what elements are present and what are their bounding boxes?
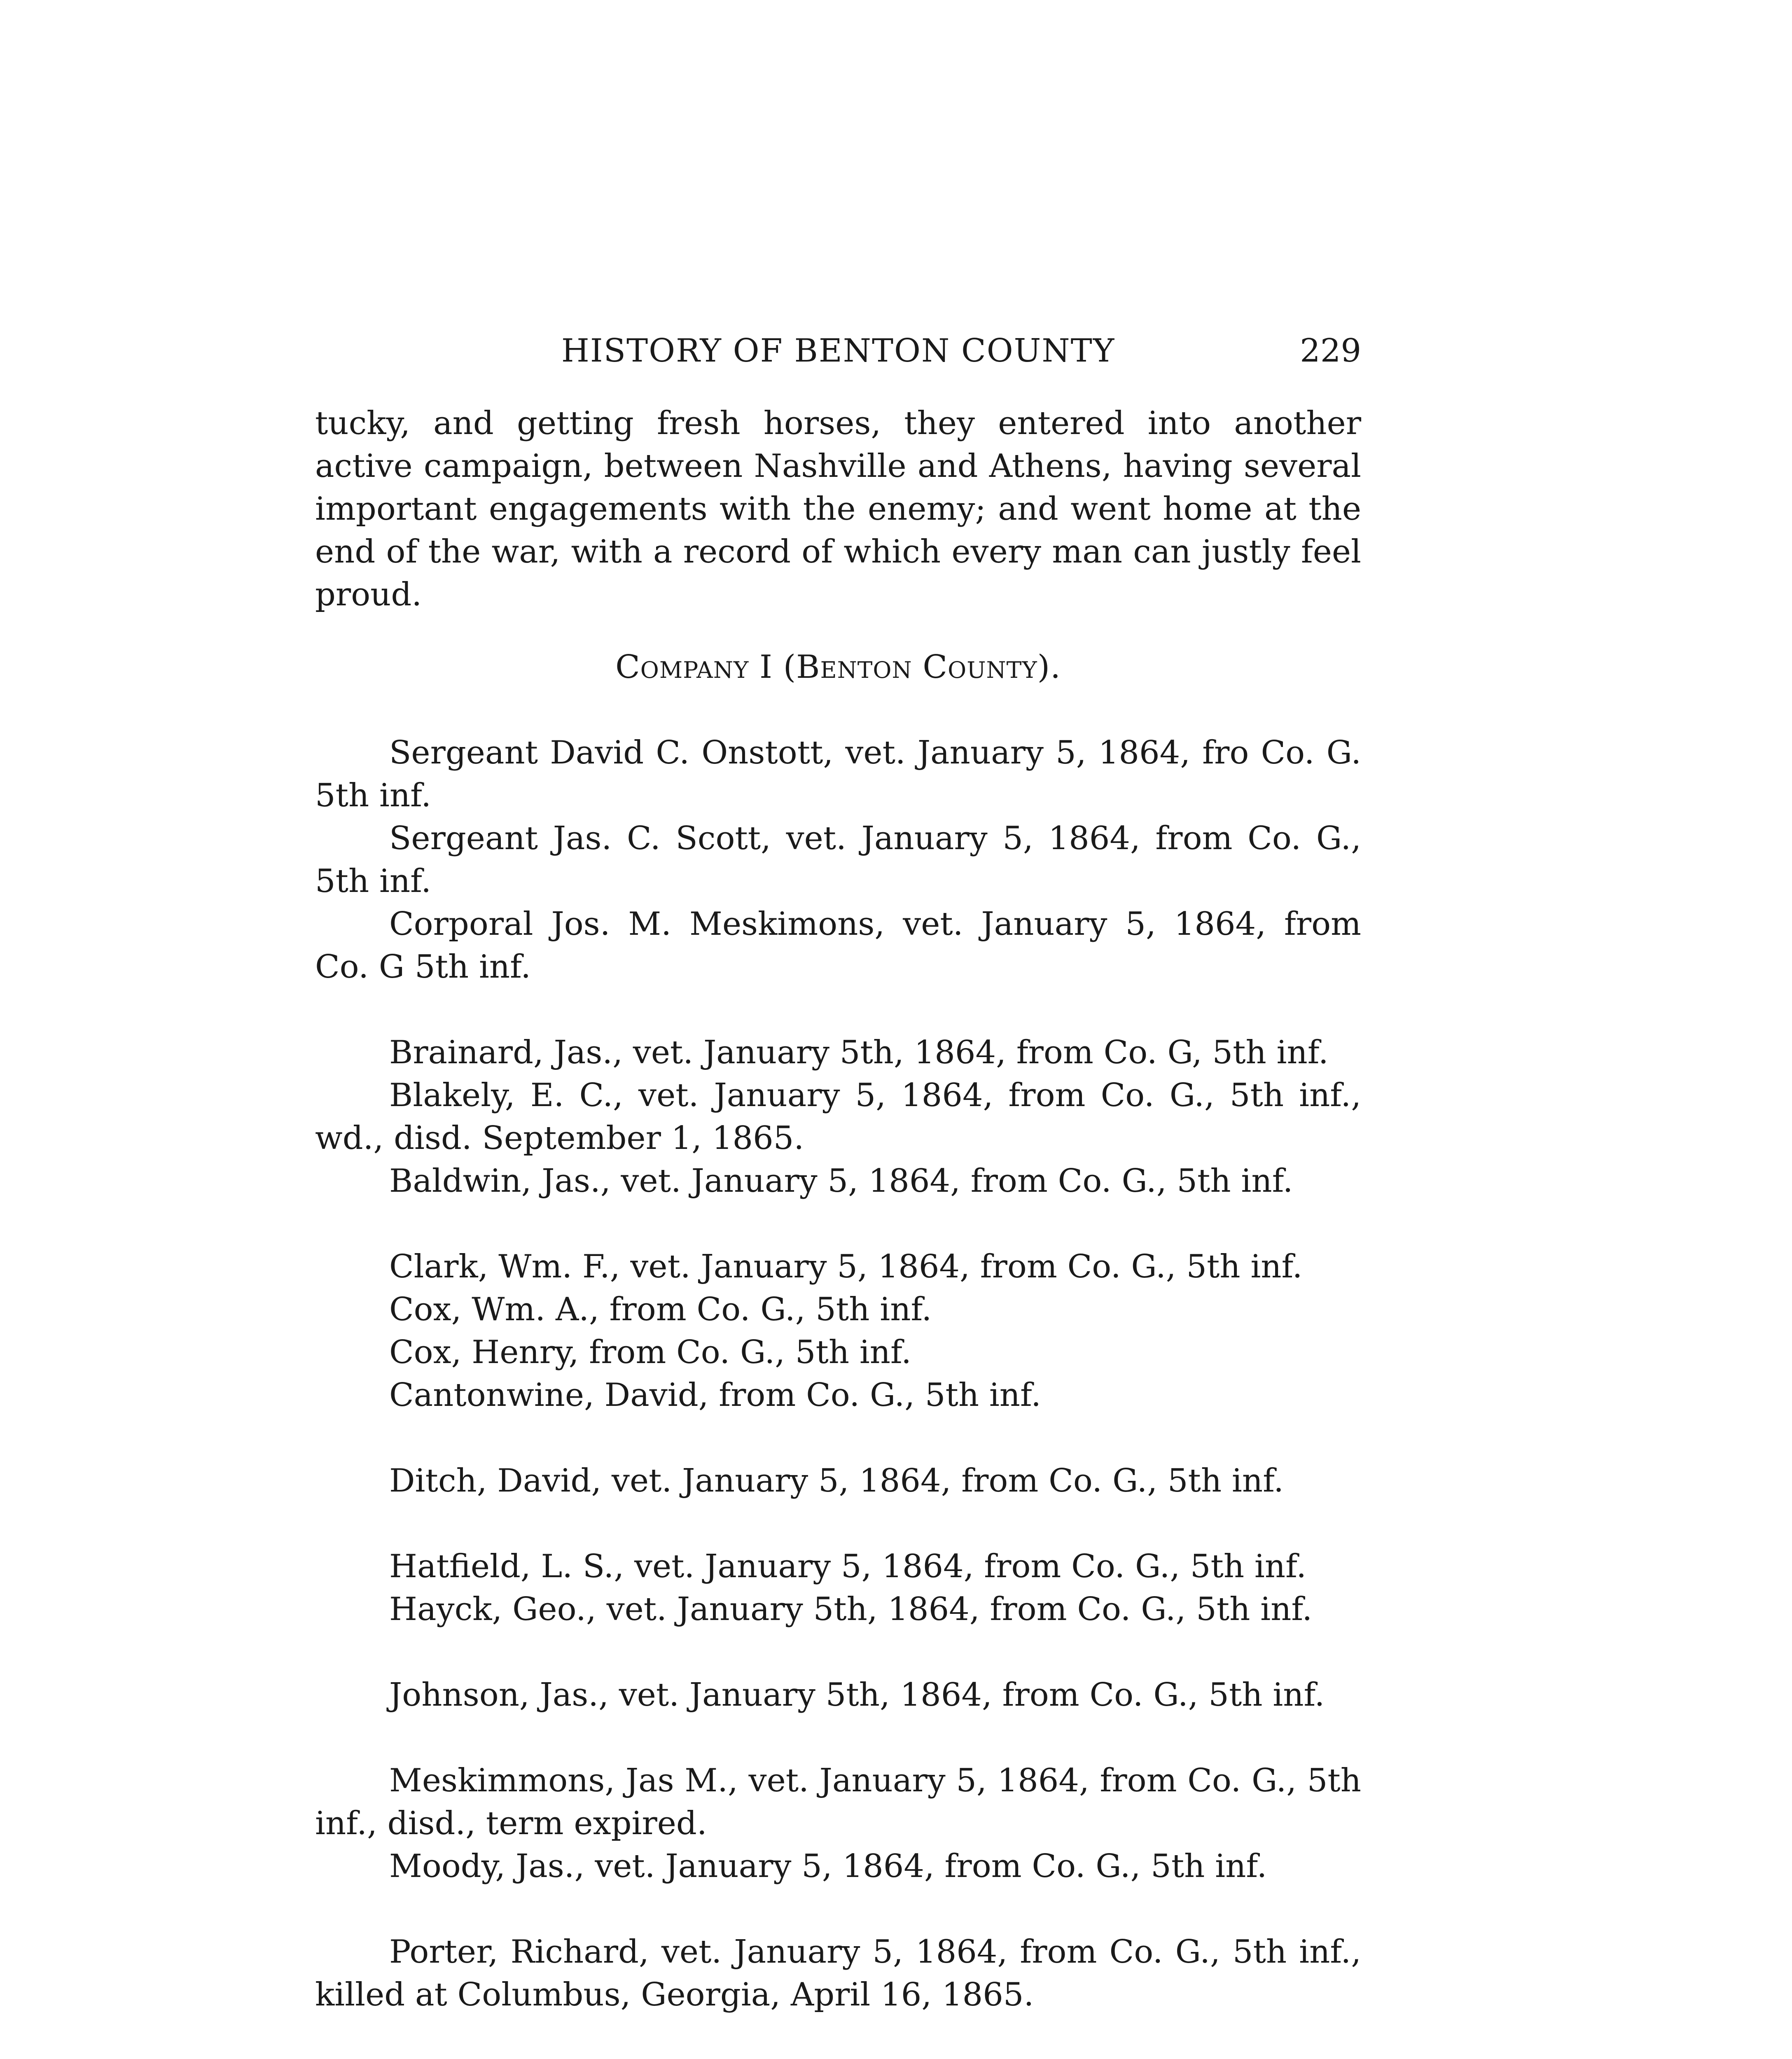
roster-group: [315, 731, 1361, 988]
roster-entry: Hayck, Geo., vet. January 5th, 1864, from Co. G., 5th inf.: [389, 1591, 1313, 1628]
company-heading: Company I (Benton County).: [615, 649, 1061, 686]
intro-paragraph: tucky, and getting fresh horses, they entered into another active campaign, between Nashville and Athens, having several important engagements with the enemy; and went home at the end of the war, with a record of which every man can justly feel proud.: [315, 405, 1361, 613]
roster-entry: Sergeant Jas. C. Scott, vet. January 5, 1864, from Co. G., 5th inf.: [315, 820, 1361, 900]
roster-entry: Cantonwine, David, from Co. G., 5th inf.: [389, 1377, 1041, 1414]
roster-entry: Blakely, E. C., vet. January 5, 1864, from Co. G., 5th inf., wd., disd. September 1, 1865.: [315, 1077, 1361, 1157]
page-header: [315, 329, 1361, 372]
roster-entry: Johnson, Jas., vet. January 5th, 1864, from Co. G., 5th inf.: [389, 1676, 1325, 1713]
roster-entry: Meskimmons, Jas M., vet. January 5, 1864, from Co. G., 5th inf., disd., term expired.: [315, 1762, 1361, 1842]
roster-group: [315, 1245, 1361, 1417]
document-page: [315, 329, 1361, 2059]
roster-group: [315, 1931, 1361, 2016]
roster-entry: Hatfield, L. S., vet. January 5, 1864, from Co. G., 5th inf.: [389, 1548, 1306, 1585]
roster-entry: Cox, Henry, from Co. G., 5th inf.: [389, 1334, 911, 1371]
page-number: 229: [1300, 332, 1361, 369]
roster-entry: Clark, Wm. F., vet. January 5, 1864, from Co. G., 5th inf.: [389, 1248, 1303, 1285]
roster-entry: Baldwin, Jas., vet. January 5, 1864, from Co. G., 5th inf.: [389, 1163, 1293, 1200]
roster-entry: Sergeant David C. Onstott, vet. January 5, 1864, fro Co. G. 5th inf.: [315, 734, 1361, 814]
roster-group: [315, 1459, 1361, 1502]
roster-entry: Ditch, David, vet. January 5, 1864, from Co. G., 5th inf.: [389, 1462, 1284, 1499]
roster-entry: Brainard, Jas., vet. January 5th, 1864, from Co. G, 5th inf.: [389, 1034, 1329, 1071]
roster-group: [315, 1545, 1361, 1631]
roster-entry: Cox, Wm. A., from Co. G., 5th inf.: [389, 1291, 932, 1328]
roster-entry: Porter, Richard, vet. January 5, 1864, from Co. G., 5th inf., killed at Columbus, Georgia, April 16, 1865.: [315, 1933, 1361, 2013]
roster-group: [315, 1674, 1361, 1716]
roster-entry: Corporal Jos. M. Meskimons, vet. January 5, 1864, from Co. G 5th inf.: [315, 906, 1361, 985]
running-title: HISTORY OF BENTON COUNTY: [561, 332, 1115, 369]
roster: [315, 731, 1361, 2059]
roster-group: [315, 1031, 1361, 1202]
roster-group: [315, 1759, 1361, 1888]
roster-entry: Moody, Jas., vet. January 5, 1864, from Co. G., 5th inf.: [389, 1848, 1267, 1885]
